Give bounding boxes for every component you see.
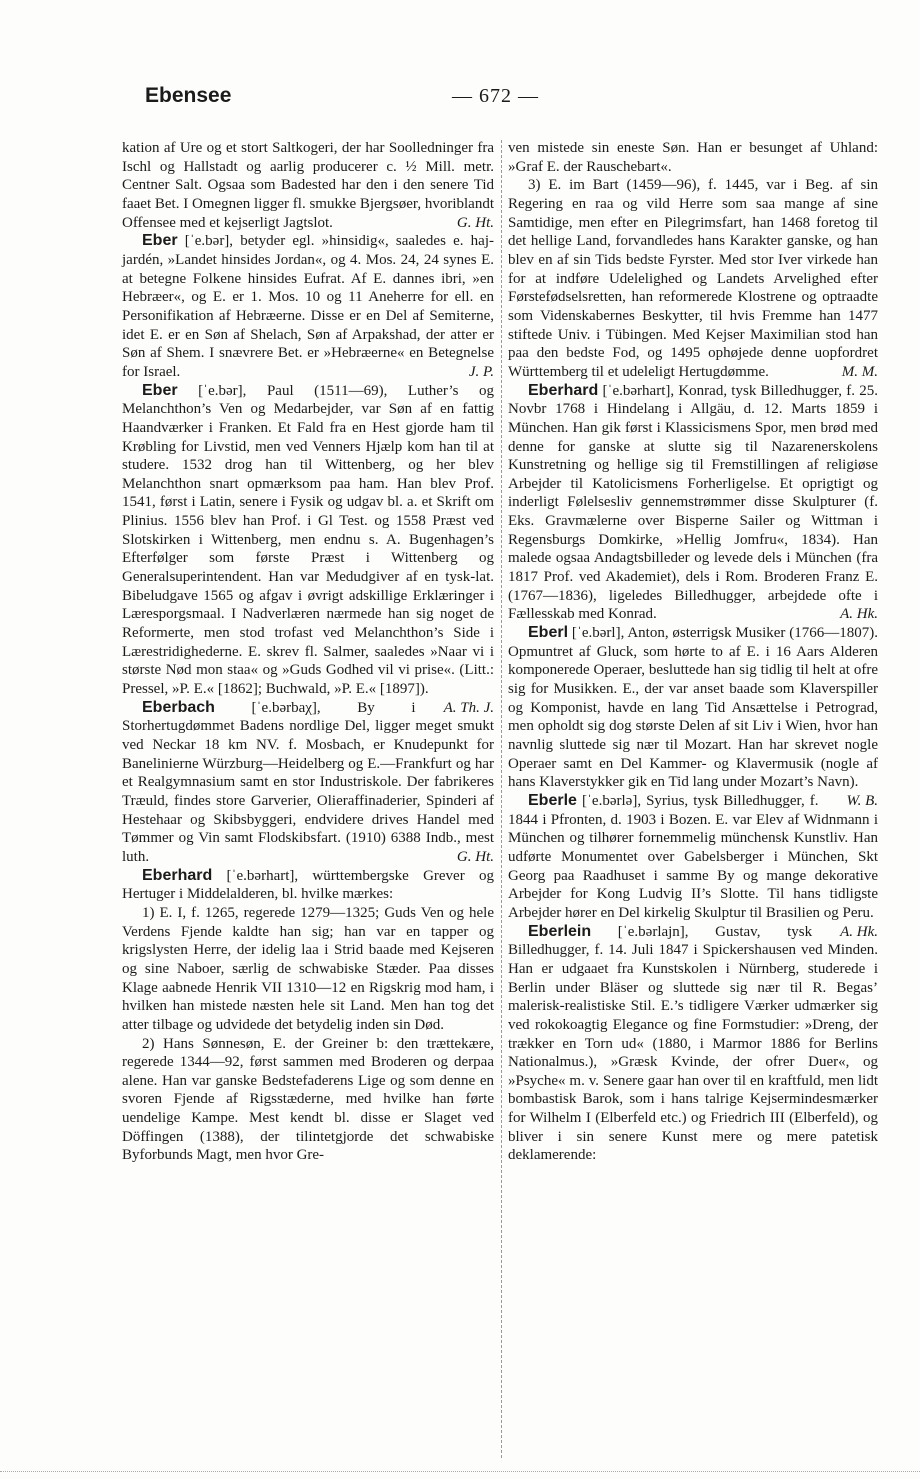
- bottom-edge-line: [0, 1471, 920, 1472]
- dictionary-entry: [508, 923, 878, 1166]
- entry-text: [ˈe.bərhart], Konrad, tysk Billedhugger, f. 25. Novbr 1768 i Hindelang i Allgäu, d. 12. Marts 1859 i München. Han gik først i Klassicismens Spor, men brød med denne for ganske at slutte sig til Nazarenerskolens Kunstretning og hellige sig til Fremstillingen af religiøse Arbejder til Katolicismens Forherligelse. Et oprigtigt og inderligt Følelsesliv gennemstrømmer disse Skulpturer (f. Eks. Gravmælerne over Bisperne Sailer og Wittman i Regensburgs Domkirke, »Hellig Jomfru«, 1834). Han malede ogsaa Andagtsbilleder og levede dels i München (fra 1817 Prof. ved Akademiet), dels i Rom. Broderen Franz E. (1767—1836), ligeledes Billedhugger, arbejdede ofte i Fællesskab med Konrad.: [508, 382, 878, 623]
- dictionary-entry: [508, 382, 878, 625]
- paragraph: [122, 1035, 494, 1166]
- entry-headword: Eberbach: [142, 698, 215, 716]
- author-signature: W. B.: [846, 792, 878, 809]
- entry-text: [ˈe.bərbaχ], By i Storhertugdømmet Badens nordlige Del, ligger meget smukt ved Neckar 18 km NV. f. Mosbach, er Knudepunkt for Banelinierne Würzburg—Heidelberg og E.—Frankfurt og har et Realgymnasium samt en stor Industriskole. Der fabrikeres Træuld, findes store Garverier, Olieraffinaderier, Spinderi af Hestehaar og Skibsbyggeri, endvidere drives Handel med Tømmer og Vin samt Flodskibsfart. (1910) 6388 Indb., mest luth.: [122, 699, 494, 865]
- author-signature: A. Hk.: [840, 923, 878, 940]
- left-column: [122, 139, 494, 1165]
- entry-text: [ˈe.bərhart], württembergske Grever og Hertuger i Middelalderen, bl. hvilke mærkes:: [122, 867, 494, 903]
- entry-text: 1) E. I, f. 1265, regerede 1279—1325; Guds Ven og hele Verdens Fjende kaldte han sig; han var en tapper og krigslysten Herre, der idelig laa i Strid baade med Kejseren og sine Naboer, særlig de schwabiske Stæder. Paa disses Klage aabnede Henrik VII 1310—12 en Rigskrig mod ham, i hvilken han mistede næsten hele sit Land. Men han tog det atter tilbage og udvidede det betydelig inden sin Død.: [122, 904, 494, 1033]
- author-signature: M. M.: [841, 363, 878, 380]
- entry-text: [ˈe.bər], betyder egl. »hinsidig«, saaledes e. haj-jardén, »Landet hinsides Jordan«, og 4. Mos. 24, 24 synes E. at betegne Folkene hinsides Eufrat. Af E. dannes ibri, »en Hebræer«, og E. er 1. Mos. 10 og 11 Aneherre for ell. en Personifikation af Hebræerne. Disse er en Del af Semiterne, idet E. er en Søn af Shelach, Søn af Arpakshad, der atter er Søn af Shem. I snævrere Bet. er »Hebræerne« en Betegnelse for Israel.: [122, 233, 494, 380]
- page-number: — 672 —: [452, 85, 539, 107]
- right-column: [508, 139, 878, 1165]
- running-headword: Ebensee: [145, 84, 232, 107]
- entry-headword: Eberlein: [528, 922, 592, 940]
- entry-text: [ˈe.bər], Paul (1511—69), Luther’s og Melanchthon’s Ven og Medarbejder, var Søn af en fattig Haandværker i Franken. Et Fald fra en Hest gjorde ham til Krøbling for Livstid, men ved Venners Hjælp kom han til at studere. 1532 drog han til Wittenberg, og her blev Melanchthon snart opmærksom paa ham. Han blev Prof. 1541, først i Latin, senere i Fysik og udgav bl. a. et Skrift om Plinius. 1556 blev han Prof. i Gl Test. og 1558 Præst ved Slotskirken i Wittenberg, men endnu s. A. Bugenhagen’s Efterfølger som første Præst i Wittenberg og Generalsuperintendent. Han var Medudgiver af en tysk-lat. Bibeludgave 1565 og afgav i øvrigt adskillige Erklæringer i Læresporgsmaal. I Nadverlæren nærmede han sig noget de Reformerte, men stod trofast ved Melanchthon’s Side i Lærestridighederne. E. skrev fl. Salmer, saaledes »Naar vi i største Nød mon staa« og »Guds Godhed vil vi prise«. (Litt.: Pressel, »P. E.« [1862]; Buchwald, »P. E.« [1897]).: [122, 382, 494, 698]
- author-signature: G. Ht.: [456, 848, 494, 865]
- entry-text: [ˈe.bərlajn], Gustav, tysk Billedhugger, f. 14. Juli 1847 i Spickershausen ved Minden. Han er udgaaet fra Kunstskolen i Nürnberg, studerede i Berlin under Bläser og sluttede sig nær til R. Begas’ malerisk-realistiske Stil. E.’s tidligere Værker udmærker sig ved rokokoagtig Elegance og fine Formstudier: »Dreng, der trækker en Torn ud« (1880, i Marmor 1886 for Berlins Nationalmus.), »Græsk Kvinde, der ofrer Duer«, og »Psyche« m. v. Senere gaar han over til en kraftfuld, men lidt bombastisk Barok, som i hans talrige Kejsermindesmærker for Wilhelm I (Elberfeld etc.) og Friedrich III (Elberfeld), og bliver i sin senere Kunst mere og mere patetisk deklamerende:: [508, 923, 878, 1164]
- author-signature: J. P.: [468, 363, 494, 380]
- entry-headword: Eber: [142, 381, 178, 399]
- entry-text: [ˈe.bərlə], Syrius, tysk Billedhugger, f. 1844 i Pfronten, d. 1903 i Bozen. E. var Elev af Widnmann i München og tilhører fornemmelig münchensk Kunstliv. Han udførte Monumentet over Gabelsberger i München, Skt Georg paa Raadhuset i samme By og mange dekorative Arbejder for Kong Ludvig II’s Slotte. Til hans tidligste Arbejder hører en Del kirkelig Skulptur til Brasilien og Peru.: [508, 792, 878, 921]
- entry-text: 2) Hans Sønnesøn, E. der Greiner b: den trættekære, regerede 1344—92, først sammen med Broderen og derpaa alene. Han var ganske Bedstefaderens Lige og som denne en svoren Fjende af Rigsstæderne, med hvilke han førte uendelige Kampe. Mest kendt bl. disse er Slaget ved Döffingen (1388), der tilintetgjorde det schwabiske Byforbunds Magt, men hvor Gre-: [122, 1035, 494, 1164]
- entry-headword: Eberl: [528, 624, 569, 642]
- author-signature: A. Th. J.: [443, 699, 494, 716]
- paragraph: [122, 904, 494, 1035]
- author-signature: G. Ht.: [456, 214, 494, 231]
- paragraph: [508, 176, 878, 381]
- paragraph: [122, 139, 494, 232]
- entry-headword: Eberhard: [142, 866, 213, 884]
- entry-headword: Eber: [142, 232, 178, 250]
- dictionary-entry: [122, 867, 494, 904]
- entry-text: ven mistede sin eneste Søn. Han er besunget af Uhland: »Graf E. der Rauschebart«.: [508, 140, 878, 175]
- entry-text: [ˈe.bərl], Anton, østerrigsk Musiker (1766—1807). Opmuntret af Gluck, som hørte to af E. i 16 Aars Alderen komponerede Operaer, besluttede han sig tidlig til helt at ofre sig for Musikken. E., der var anset baade som Klaverspiller og Komponist, havde en lang Tid Ansættelse i Petrograd, men opholdt sig dog største Delen af sit Liv i Wien, hvor han navnlig sluttede sig nær til Mozart. Han har skrevet nogle Operaer samt en Del Kammer- og Klavermusik (nogle af hans Klaverstykker gik en Tid lang under Mozart’s Navn).: [508, 625, 878, 791]
- page-header: [0, 84, 920, 114]
- paragraph: [508, 139, 878, 176]
- dictionary-entry: [122, 699, 494, 867]
- entry-headword: Eberhard: [528, 381, 599, 399]
- author-signature: A. Hk.: [840, 606, 878, 623]
- dictionary-entry: [122, 232, 494, 381]
- entry-text: 3) E. im Bart (1459—96), f. 1445, var i Beg. af sin Regering en raa og vild Herre som saa mange af sine Samtidige, men efter en Pilegrimsfart, han 1468 foretog til det hellige Land, forvandledes hans Karakter ganske, og han blev en af sin Tids bedste Fyrster. Med stor Iver virkede han for at indføre Udelelighed og Landets Arvelighed efter Førstefødselsretten, han reformerede Klostrene og optraadte som Videnskabernes Beskytter, til hvis Fremme han 1477 stiftede Univ. i Tübingen. Med Kejser Maximilian stod han paa den bedste Fod, og 1495 ophøjede denne uopfordret Württemberg til et udeleligt Hertugdømme.: [508, 177, 878, 380]
- entry-text: kation af Ure og et stort Saltkogeri, der har Soolledninger fra Ischl og Hallstadt og aarlig producerer c. ½ Mill. metr. Centner Salt. Ogsaa som Badested har den i den senere Tid faaet Bet. I Omegnen ligger fl. smukke Bjergsøer, hvoriblandt Offensee med et kejserligt Jagtslot.: [122, 140, 494, 231]
- column-divider: [501, 140, 502, 1458]
- entry-headword: Eberle: [528, 791, 577, 809]
